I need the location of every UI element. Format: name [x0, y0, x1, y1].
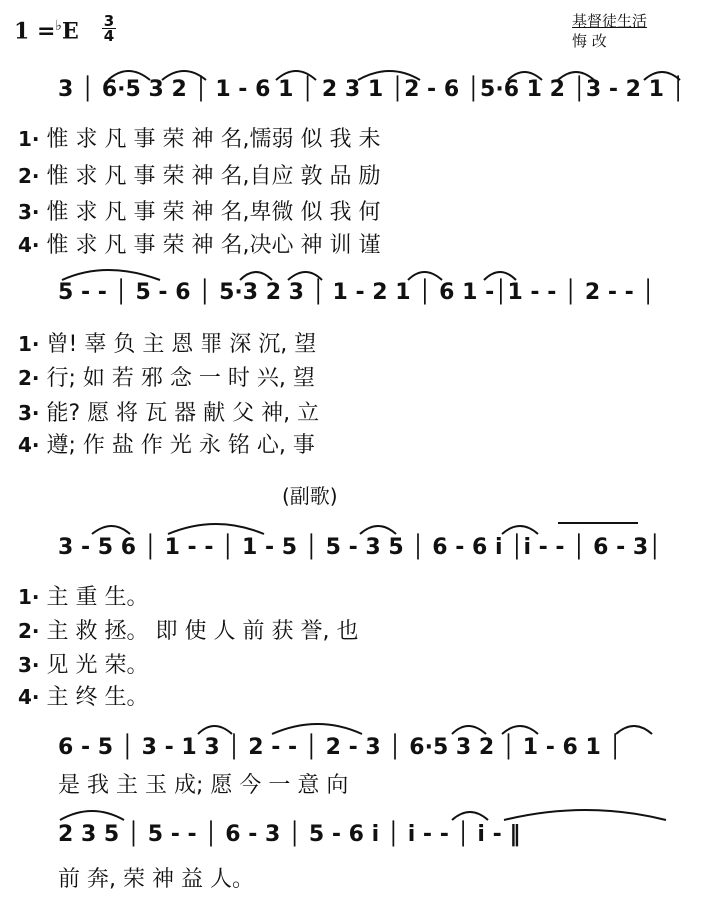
- source-credit: 基督徒生活: [572, 12, 648, 30]
- verse-number: 3·: [18, 401, 40, 425]
- time-signature: [102, 14, 116, 43]
- chorus-3-notation: 2 3 5 │ 5 - - │ 6 - 3 │ 5 - 6 i │ i - - │ i - ‖: [58, 822, 521, 847]
- chorus-1-verse-3: [18, 648, 149, 679]
- system-1-verse-1: [18, 122, 380, 153]
- flat-symbol: ♭: [55, 18, 63, 34]
- chorus-1-verse-2: [18, 614, 358, 645]
- verse-number: 2·: [18, 619, 40, 643]
- system-2-verse-1: [18, 327, 316, 358]
- chorus-1-verse-4: [18, 680, 149, 711]
- verse-number: 4·: [18, 233, 40, 257]
- chorus-1-verse-1: [18, 580, 149, 611]
- verse-number: 2·: [18, 164, 40, 188]
- verse-lyric: 能? 愿 将 瓦 器 献 父 神, 立: [46, 401, 320, 426]
- system-2-verse-4: [18, 428, 315, 459]
- verse-number: 3·: [18, 653, 40, 677]
- verse-lyric: 见 光 荣。: [46, 653, 149, 678]
- time-numerator: 3: [103, 12, 115, 30]
- verse-number: 4·: [18, 433, 40, 457]
- system-1-verse-2: [18, 159, 380, 190]
- verse-number: 1·: [18, 585, 40, 609]
- chorus-2-slurs: [56, 714, 696, 736]
- system-2-verse-2: [18, 361, 315, 392]
- chorus-1-notation: 3 - 5 6 │ 1 - - │ 1 - 5 │ 5 - 3 5 │ 6 - 6 i │i - - │ 6 - 3│: [58, 535, 662, 560]
- verse-lyric: 主 终 生。: [46, 685, 149, 710]
- verse-number: 3·: [18, 200, 40, 224]
- verse-lyric: 遵; 作 盐 作 光 永 铭 心, 事: [46, 433, 315, 458]
- verse-lyric: 惟 求 凡 事 荣 神 名,卑微 似 我 何: [46, 200, 381, 225]
- adapted-credit: 悔 改: [572, 32, 607, 50]
- verse-lyric: 曾! 辜 负 主 恩 罪 深 沉, 望: [46, 332, 317, 357]
- verse-lyric: 惟 求 凡 事 荣 神 名,懦弱 似 我 未: [46, 127, 381, 152]
- chorus-2-lyric: 是 我 主 玉 成; 愿 今 一 意 向: [58, 773, 349, 798]
- verse-lyric: 惟 求 凡 事 荣 神 名,决心 神 训 谨: [46, 233, 381, 258]
- verse-lyric: 行; 如 若 邪 念 一 时 兴, 望: [46, 366, 315, 391]
- verse-lyric: 主 救 拯。 即 使 人 前 获 誉, 也: [46, 619, 359, 644]
- system-2-slurs: [56, 260, 696, 282]
- time-denominator: 4: [103, 27, 115, 45]
- system-2-notation: 5 - - │ 5 - 6 │ 5·3 2 3 │ 1 - 2 1 │ 6 1 -│1 - - │ 2 - - │: [58, 280, 655, 305]
- chorus-2-notation: 6 - 5 │ 3 - 1 3 │ 2 - - │ 2 - 3 │ 6·5 3 2 │ 1 - 6 1 │: [58, 735, 622, 760]
- system-1-slurs: [100, 60, 711, 82]
- system-1-verse-3: [18, 195, 380, 226]
- chorus-label: (副歌): [282, 484, 338, 508]
- chorus-3-slurs: [56, 800, 696, 822]
- system-1-verse-4: [18, 228, 380, 259]
- chorus-3-lyric: 前 奔, 荣 神 益 人。: [58, 867, 254, 892]
- verse-number: 2·: [18, 366, 40, 390]
- verse-lyric: 主 重 生。: [46, 585, 149, 610]
- key-prefix: 1 =: [14, 18, 56, 45]
- verse-number: 1·: [18, 332, 40, 356]
- system-2-verse-3: [18, 396, 319, 427]
- verse-number: 4·: [18, 685, 40, 709]
- system-1-notation: 3 │ 6·5 3 2 │ 1 - 6 1 │ 2 3 1 │2 - 6 │5·6 1 2 │3 - 2 1 │: [58, 77, 685, 102]
- volta-bracket: [558, 522, 638, 524]
- chorus-1-slurs: [56, 514, 696, 536]
- key-signature: [14, 18, 79, 44]
- key-note: E: [62, 18, 79, 45]
- verse-number: 1·: [18, 127, 40, 151]
- verse-lyric: 惟 求 凡 事 荣 神 名,自应 敦 品 励: [46, 164, 381, 189]
